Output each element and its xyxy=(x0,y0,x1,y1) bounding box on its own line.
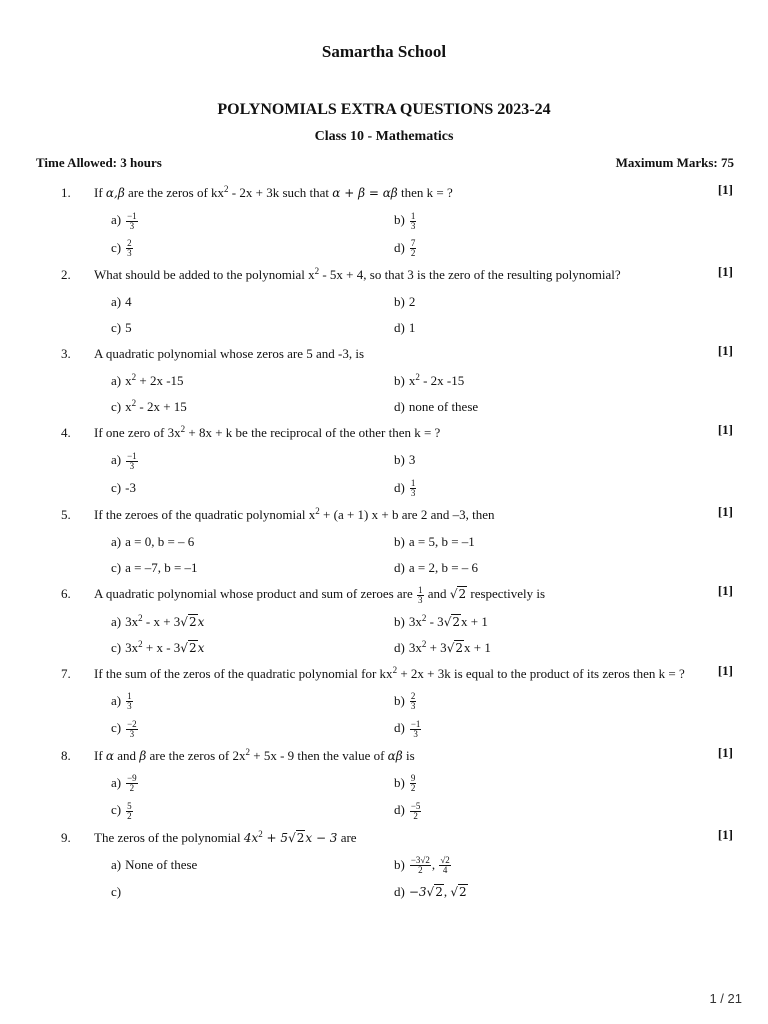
option-d[interactable] xyxy=(394,239,677,259)
exponent: 2 xyxy=(180,424,186,435)
option-text: 3x xyxy=(408,613,422,629)
option-text: a = 2, b = – 6 xyxy=(408,560,479,576)
numerator: −1 xyxy=(410,718,421,729)
denominator: 2 xyxy=(127,810,132,821)
question-marks: [1] xyxy=(717,504,733,520)
exponent: 2 xyxy=(415,372,420,383)
option-a[interactable] xyxy=(111,372,394,390)
text-segment: The zeros of the polynomial xyxy=(94,829,244,845)
square-root: √2 xyxy=(180,614,197,629)
option-b[interactable] xyxy=(394,211,677,231)
square-root: √2 xyxy=(446,640,463,655)
denominator: 2 xyxy=(418,865,423,876)
option-c[interactable] xyxy=(111,639,394,657)
page-number: 1 / 21 xyxy=(709,991,742,1006)
question-marks: [1] xyxy=(717,422,733,438)
text-segment: + (a + 1) x + b are 2 and –3, then xyxy=(319,507,495,523)
option-text: - 2x + 15 xyxy=(136,399,187,415)
option-label: c) xyxy=(111,239,122,255)
option-d[interactable] xyxy=(394,883,677,901)
text-segment: are the zeros of kx xyxy=(124,185,225,200)
option-c[interactable] xyxy=(111,719,394,739)
option-label: d) xyxy=(394,560,405,576)
denominator: 2 xyxy=(413,810,418,821)
denominator: 3 xyxy=(129,728,135,739)
fraction xyxy=(410,692,417,711)
option-c[interactable] xyxy=(111,559,394,577)
denominator: 3 xyxy=(413,728,418,739)
numerator: 2 xyxy=(410,691,416,702)
text-segment: What should be added to the polynomial x xyxy=(94,267,315,283)
maximum-marks: Maximum Marks: 75 xyxy=(615,155,734,170)
numerator: √2 xyxy=(440,855,450,866)
option-text: 1 xyxy=(408,320,416,336)
square-root: √2 xyxy=(449,587,467,602)
exponent: 2 xyxy=(392,664,398,675)
option-d[interactable] xyxy=(394,801,677,821)
option-label: d) xyxy=(394,239,405,255)
fraction xyxy=(410,239,417,258)
text-segment: If xyxy=(94,185,106,200)
square-root: √2 xyxy=(180,640,197,655)
option-text: 5 xyxy=(125,320,132,336)
fraction xyxy=(410,212,417,231)
option-label: b) xyxy=(394,373,405,389)
option-label: b) xyxy=(394,294,405,310)
fraction xyxy=(126,452,138,471)
option-a[interactable] xyxy=(111,774,394,794)
option-text: 2 xyxy=(408,294,416,310)
text-segment: and xyxy=(424,586,450,602)
option-text: x + 1 xyxy=(463,639,491,655)
option-text: none of these xyxy=(408,399,479,415)
option-label: d) xyxy=(394,720,405,736)
radicand: 2 xyxy=(455,640,463,655)
question-text xyxy=(94,825,708,848)
text-segment: is xyxy=(402,747,415,763)
square-root: √2 xyxy=(450,885,467,900)
fraction xyxy=(126,212,138,231)
question-8 xyxy=(0,743,768,821)
exponent: 2 xyxy=(224,184,229,194)
numerator: −1 xyxy=(127,210,137,221)
option-label: d) xyxy=(394,479,405,495)
numerator: 2 xyxy=(127,238,132,249)
numerator: 9 xyxy=(410,773,416,784)
numerator: 1 xyxy=(127,691,132,702)
fraction xyxy=(126,692,133,711)
fraction xyxy=(126,774,138,793)
page-subtitle: Class 10 - Mathematics xyxy=(314,129,454,144)
exponent: 2 xyxy=(138,638,143,649)
option-c[interactable] xyxy=(111,319,394,337)
radicand: 2 xyxy=(296,830,305,845)
fraction xyxy=(410,720,422,739)
radicand: 2 xyxy=(188,614,197,629)
text-segment: and xyxy=(114,747,140,763)
fraction xyxy=(410,802,422,821)
option-a[interactable] xyxy=(111,613,394,631)
question-number: 9. xyxy=(61,829,71,845)
question-text xyxy=(94,262,708,285)
option-d[interactable] xyxy=(394,639,677,657)
math-segment: α,β xyxy=(105,186,125,200)
fraction xyxy=(439,856,450,875)
radicand: 2 xyxy=(459,885,467,900)
option-label: c) xyxy=(111,720,122,736)
page-title: POLYNOMIALS EXTRA QUESTIONS 2023-24 xyxy=(217,101,551,118)
exponent: 2 xyxy=(314,266,320,277)
denominator: 4 xyxy=(442,865,448,876)
math-segment: x − 3 xyxy=(305,830,338,845)
exponent: 2 xyxy=(258,828,263,839)
option-label: c) xyxy=(111,802,122,818)
denominator: 3 xyxy=(127,248,132,259)
fraction xyxy=(126,720,138,739)
question-list xyxy=(0,180,768,905)
option-text: None of these xyxy=(125,856,198,872)
question-text xyxy=(94,502,708,525)
options-grid xyxy=(111,451,768,498)
math-segment: + 5 xyxy=(262,830,289,845)
denominator: 3 xyxy=(129,460,135,471)
option-label: c) xyxy=(111,479,122,495)
options-grid xyxy=(111,211,768,258)
question-text xyxy=(94,180,708,203)
option-text: 3x xyxy=(125,639,139,655)
denominator: 3 xyxy=(129,220,135,231)
square-root: √2 xyxy=(426,885,443,900)
radicand: 2 xyxy=(435,885,443,900)
denominator: 2 xyxy=(410,248,416,259)
option-text: - x + 3 xyxy=(142,613,181,629)
options-grid xyxy=(111,856,768,902)
question-1 xyxy=(0,180,768,258)
question-6 xyxy=(0,581,768,657)
option-text: -3 xyxy=(125,479,136,495)
option-text: + 2x -15 xyxy=(136,373,184,389)
option-c[interactable] xyxy=(111,801,394,821)
option-d[interactable] xyxy=(394,719,677,739)
option-label: b) xyxy=(394,613,405,629)
fraction xyxy=(410,856,431,875)
option-d[interactable] xyxy=(394,398,677,416)
question-number: 6. xyxy=(61,586,71,602)
option-text: x xyxy=(197,640,205,655)
option-label: b) xyxy=(394,856,405,872)
options-grid xyxy=(111,533,768,577)
denominator: 3 xyxy=(410,701,416,712)
denominator: 2 xyxy=(410,783,416,794)
option-label: a) xyxy=(111,856,122,872)
option-a[interactable] xyxy=(111,451,394,471)
school-name: Samartha School xyxy=(321,42,447,61)
option-d[interactable] xyxy=(394,479,677,499)
option-label: b) xyxy=(394,534,405,550)
denominator: 3 xyxy=(418,594,423,605)
math-segment: β xyxy=(139,748,147,763)
option-b[interactable] xyxy=(394,293,677,311)
question-text xyxy=(94,420,708,443)
option-text: - 3 xyxy=(426,613,444,629)
option-text: - 2x -15 xyxy=(419,373,465,389)
question-number: 1. xyxy=(61,185,71,200)
numerator: 1 xyxy=(418,584,423,595)
question-marks: [1] xyxy=(717,182,733,197)
question-marks: [1] xyxy=(717,583,733,599)
denominator: 2 xyxy=(129,783,135,794)
text-segment: A quadratic polynomial whose product and sum of zeroes are xyxy=(94,586,417,602)
question-number: 2. xyxy=(61,267,71,283)
option-text: a = –7, b = –1 xyxy=(125,560,198,576)
text-segment: are the zeros of 2x xyxy=(146,747,246,763)
option-a[interactable] xyxy=(111,211,394,231)
option-text: 3 xyxy=(408,452,416,468)
text-segment: If the zeroes of the quadratic polynomial x xyxy=(94,507,316,523)
option-label: d) xyxy=(394,320,405,336)
exponent: 2 xyxy=(131,372,137,383)
option-a[interactable] xyxy=(111,856,394,876)
option-text: 4 xyxy=(125,294,132,310)
option-text: x + 1 xyxy=(460,613,488,629)
option-text: + 3 xyxy=(426,639,447,655)
question-text xyxy=(94,661,708,684)
question-number: 4. xyxy=(61,425,71,441)
question-2 xyxy=(0,262,768,337)
option-b[interactable]: b) $\frac{-3√2}{2}$ , $\frac{√2}{4}$ xyxy=(394,855,450,876)
exponent: 2 xyxy=(315,506,320,517)
option-label: a) xyxy=(111,692,122,708)
question-9 xyxy=(0,825,768,902)
question-marks: [1] xyxy=(717,744,733,760)
text-segment: If the sum of the zeros of the quadratic polynomial for kx xyxy=(94,665,393,681)
math-segment: 4x xyxy=(243,830,259,845)
question-5 xyxy=(0,502,768,577)
option-d[interactable] xyxy=(394,319,677,337)
option-label: a) xyxy=(111,774,122,790)
numerator: 7 xyxy=(410,238,416,249)
option-a[interactable] xyxy=(111,692,394,712)
text-segment: If one zero of 3x xyxy=(94,425,181,441)
numerator: 5 xyxy=(127,800,132,811)
question-text xyxy=(94,743,708,766)
option-text: 3x xyxy=(408,639,422,655)
fraction xyxy=(410,774,417,793)
options-grid xyxy=(111,692,768,739)
option-label: c) xyxy=(111,639,122,655)
options-grid xyxy=(111,774,768,821)
exponent: 2 xyxy=(138,612,143,623)
option-text: 3x xyxy=(125,613,139,629)
question-marks: [1] xyxy=(717,343,733,359)
option-label: b) xyxy=(394,212,405,227)
numerator: 1 xyxy=(410,210,416,221)
option-label: a) xyxy=(111,373,122,389)
option-label: a) xyxy=(111,452,122,468)
numerator: 1 xyxy=(410,478,416,489)
option-d[interactable] xyxy=(394,559,677,577)
square-root: √2 xyxy=(443,614,460,629)
numerator: −5 xyxy=(410,800,421,811)
option-label: d) xyxy=(394,639,405,655)
text-segment: + 5x - 9 then the value of xyxy=(250,747,388,763)
question-marks: [1] xyxy=(717,264,733,280)
options-grid xyxy=(111,372,768,416)
option-label: a) xyxy=(111,534,122,550)
options-grid xyxy=(111,613,768,657)
option-b[interactable] xyxy=(394,774,677,794)
denominator: 3 xyxy=(410,220,416,231)
numerator: −3√2 xyxy=(410,855,430,866)
radicand: 2 xyxy=(188,640,197,655)
option-b[interactable] xyxy=(394,372,677,390)
option-label: c) xyxy=(111,399,122,415)
text-segment: respectively is xyxy=(467,586,546,602)
fraction xyxy=(410,479,417,498)
exponent: 2 xyxy=(421,612,427,623)
option-label: c) xyxy=(111,884,122,900)
option-label: c) xyxy=(111,560,122,576)
option-b[interactable] xyxy=(394,692,677,712)
text-segment: - 2x + 3k such that xyxy=(228,185,333,200)
radicand: 2 xyxy=(452,614,460,629)
question-7 xyxy=(0,661,768,739)
option-text: x xyxy=(197,614,205,629)
text-segment: + 8x + k be the reciprocal of the other then k = ? xyxy=(185,425,441,441)
option-label: d) xyxy=(394,802,405,818)
question-number: 8. xyxy=(61,747,71,763)
option-label: a) xyxy=(111,212,122,227)
exponent: 2 xyxy=(131,398,137,409)
question-text: A quadratic polynomial whose zeros are 5 and -3, is xyxy=(94,346,365,362)
question-number: 7. xyxy=(61,665,71,681)
option-label: b) xyxy=(394,692,405,708)
option-a[interactable] xyxy=(111,293,394,311)
options-grid xyxy=(111,293,768,337)
question-number: 3. xyxy=(61,346,71,362)
text-segment: , xyxy=(443,884,451,900)
option-c[interactable] xyxy=(111,479,394,499)
text-segment: then k = ? xyxy=(397,185,453,200)
math-segment: α xyxy=(105,748,115,763)
time-allowed: Time Allowed: 3 hours xyxy=(36,155,162,170)
option-label: c) xyxy=(111,320,122,336)
option-b[interactable] xyxy=(394,533,677,551)
option-b[interactable] xyxy=(394,451,677,471)
fraction xyxy=(126,802,133,821)
square-root: √2 xyxy=(288,830,305,845)
option-text: x xyxy=(408,373,416,389)
fraction xyxy=(417,586,424,605)
option-label: b) xyxy=(394,774,405,790)
option-text: x xyxy=(125,373,132,389)
text-segment: - 5x + 4, so that 3 is the zero of the resulting polynomial? xyxy=(319,267,621,283)
math-segment: α + β = αβ xyxy=(332,186,398,200)
numerator: −2 xyxy=(127,718,137,729)
option-label: a) xyxy=(111,294,122,310)
denominator: 3 xyxy=(410,488,416,499)
question-3 xyxy=(0,341,768,416)
option-label: d) xyxy=(394,399,405,415)
numerator: −9 xyxy=(127,773,137,784)
option-c[interactable] xyxy=(111,398,394,416)
option-label: b) xyxy=(394,452,405,468)
option-b[interactable] xyxy=(394,613,677,631)
text-segment: If xyxy=(94,747,106,763)
question-text xyxy=(94,581,708,605)
option-text: x xyxy=(125,399,132,415)
option-label: d) xyxy=(394,884,405,900)
option-c[interactable] xyxy=(111,883,394,901)
option-text: + x - 3 xyxy=(142,639,181,655)
radicand: 2 xyxy=(458,587,467,602)
math-segment: −3 xyxy=(408,885,427,900)
fraction xyxy=(126,239,133,258)
question-number: 5. xyxy=(61,507,71,523)
text-segment: + 2x + 3k is equal to the product of its zeros then k = ? xyxy=(397,665,685,681)
option-text: a = 0, b = – 6 xyxy=(125,534,195,550)
question-marks: [1] xyxy=(717,662,733,678)
text-segment: are xyxy=(337,829,357,845)
option-c[interactable] xyxy=(111,239,394,259)
question-marks: [1] xyxy=(717,826,733,842)
exponent: 2 xyxy=(421,638,427,649)
option-text: a = 5, b = –1 xyxy=(408,534,475,550)
option-a[interactable] xyxy=(111,533,394,551)
question-4 xyxy=(0,420,768,498)
exponent: 2 xyxy=(245,746,251,757)
option-label: a) xyxy=(111,613,122,629)
numerator: −1 xyxy=(127,450,137,461)
math-segment: αβ xyxy=(387,748,403,763)
denominator: 3 xyxy=(127,701,132,712)
